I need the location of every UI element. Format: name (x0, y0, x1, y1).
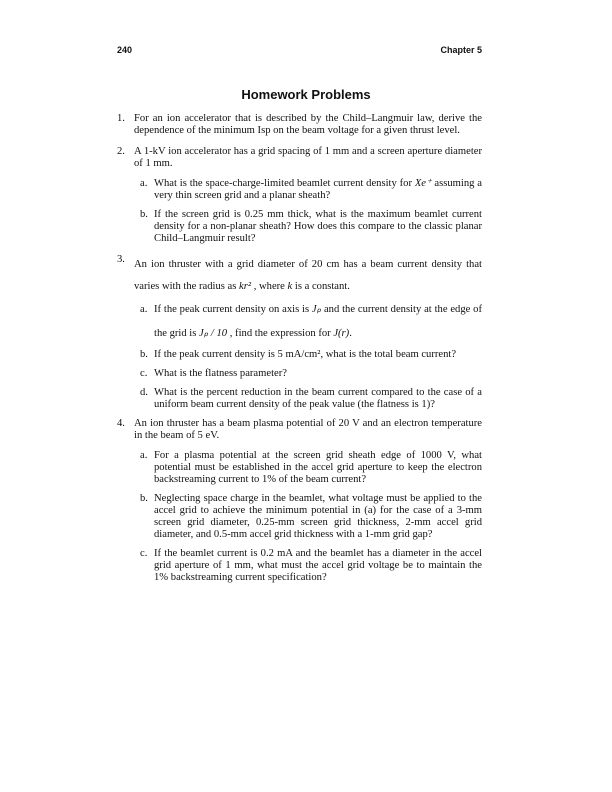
subproblem-letter: d. (140, 387, 148, 398)
subproblem-text: What is the space-charge-limited beamlet current density for (154, 178, 415, 189)
page-number: 240 (117, 45, 133, 55)
subproblem-text: If the beamlet current is 0.2 mA and the beamlet has a diameter in the accel grid aperture of 1 mm, what must the accel grid voltage be to maintain the 1% backstreaming current specification? (154, 548, 482, 583)
math-jp: Jₚ (311, 304, 322, 315)
problem-text: , where (251, 281, 288, 292)
subproblem-text: What is the percent reduction in the beam current compared to the case of a uniform beam current density of the peak value (the flatness is 1)? (154, 387, 482, 410)
problem-text: An ion thruster with a grid diameter of 20 cm has a beam current density that varies with the radius as (134, 259, 482, 292)
math-jp-over-10: Jₚ / 10 (199, 328, 228, 339)
subproblem-letter: a. (140, 450, 148, 461)
subproblem-letter: a. (140, 178, 148, 189)
problem-3 (117, 254, 482, 411)
math-jr: J(r) (333, 328, 350, 339)
problem-text: is a constant. (292, 281, 350, 292)
subproblem-text: For a plasma potential at the screen grid sheath edge of 1000 V, what potential must be established in the accel grid aperture to keep the electron backstreaming current to 1% of the beam current? (154, 450, 482, 485)
subproblem-letter: a. (140, 304, 148, 315)
problem-number: 3. (117, 254, 125, 265)
problem-number: 4. (117, 418, 125, 429)
subproblem-text: and the current density at the edge of the grid is (154, 304, 482, 339)
subproblem-text: If the peak current density is 5 mA/cm², what is the total beam current? (154, 349, 457, 360)
problem-number: 1. (117, 113, 125, 124)
subproblem-text: What is the flatness parameter? (154, 368, 287, 379)
period: . (349, 328, 352, 339)
problem-text: A 1-kV ion accelerator has a grid spacing of 1 mm and a screen aperture diameter of 1 mm. (134, 146, 482, 169)
subproblem-letter: c. (140, 548, 148, 559)
problem-text: For an ion accelerator that is described by the Child–Langmuir law, derive the dependence of the minimum Isp on the beam voltage for a given thrust level. (134, 113, 482, 136)
problem-text: An ion thruster has a beam plasma potential of 20 V and an electron temperature in the beam of 5 eV. (134, 418, 482, 441)
subproblem-letter: b. (140, 493, 148, 504)
math-kr2: kr² (239, 281, 252, 292)
subproblem-text: If the screen grid is 0.25 mm thick, what is the maximum beamlet current density for a non-planar sheath? How does this compare to the classic planar Child–Langmuir result? (154, 209, 482, 244)
math-k: k (287, 281, 293, 292)
subproblem-4c (140, 548, 482, 584)
problem-number: 2. (117, 146, 125, 157)
subproblem-text: , find the expression for (227, 328, 334, 339)
page-title: Homework Problems (241, 87, 371, 102)
subproblem-2b (140, 209, 482, 245)
subproblem-letter: b. (140, 349, 148, 360)
problem-1 (117, 113, 482, 137)
subproblem-text: assuming a very thin screen grid and a planar sheath? (154, 178, 482, 201)
subproblem-3a (140, 298, 482, 346)
problem-4 (117, 418, 482, 584)
subproblem-3d (140, 387, 482, 411)
subproblem-3b (140, 349, 482, 361)
subproblem-letter: c. (140, 368, 148, 379)
subproblem-2a (140, 178, 482, 202)
problem-2 (117, 146, 482, 245)
problem-list (117, 113, 482, 593)
subproblem-4b (140, 493, 482, 541)
subproblem-4a (140, 450, 482, 486)
subproblem-text: Neglecting space charge in the beamlet, what voltage must be applied to the accel grid to achieve the minimum potential in (a) for the case of a 3-mm screen grid diameter, 0.25-mm screen grid thickness, 2-mm accel grid diameter, and 0.5-mm accel grid thickness with a 1-mm grid gap? (154, 493, 482, 540)
subproblem-text: If the peak current density on axis is (154, 304, 312, 315)
math-xe-ion: Xe⁺ (414, 178, 432, 189)
subproblem-3c (140, 368, 482, 380)
subproblem-letter: b. (140, 209, 148, 220)
chapter-header: Chapter 5 (440, 45, 482, 55)
